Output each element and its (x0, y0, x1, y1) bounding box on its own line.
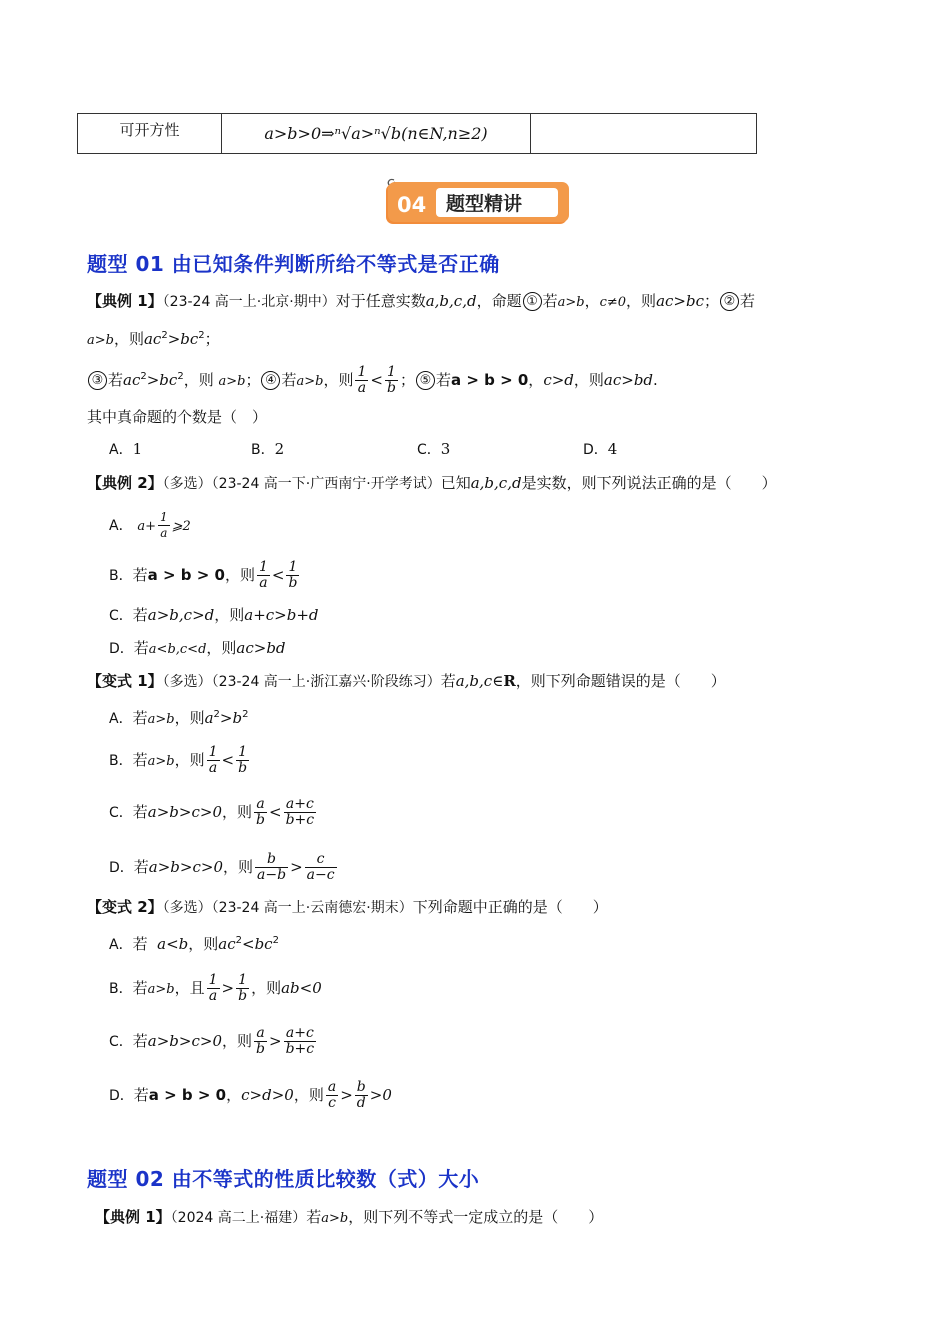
math: > (290, 858, 303, 876)
math: ∈ (492, 672, 504, 690)
example-source: （23-24 高一下·广西南宁·开学考试） (211, 476, 441, 492)
math: a>b (87, 333, 114, 348)
stem-text: ； (703, 292, 719, 310)
stem-text: 若 (132, 935, 153, 953)
example-source: （23-24 高一上·北京·期中） (162, 294, 336, 310)
circled-number: ① (523, 292, 542, 311)
frac-den: a−c (306, 867, 335, 883)
option-value: 2 (274, 440, 285, 458)
stem-text: 已知 (440, 474, 471, 492)
variant2-option-c[interactable] (109, 1026, 318, 1057)
math: < (271, 566, 285, 584)
frac-num: 1 (208, 744, 218, 760)
math: a (204, 709, 214, 727)
stem-text: 若 (132, 709, 148, 727)
math-vars: a,b,c,d (470, 474, 522, 492)
section-banner (384, 178, 569, 226)
variant1-option-d[interactable] (109, 852, 339, 883)
stem-text: 若 (132, 803, 148, 821)
stem-text: 若 (132, 979, 148, 997)
frac-num: 1 (385, 365, 398, 381)
variant2-option-a[interactable] (109, 930, 279, 956)
math: c>d>0 (241, 1086, 294, 1104)
frac-num: 1 (236, 973, 249, 989)
stem-text: ，则 (214, 606, 245, 624)
stem-text: 若 (132, 1032, 148, 1050)
example1-stem-line1 (87, 290, 755, 314)
stem-text: ，则 (251, 979, 282, 997)
option-label: C． (109, 608, 133, 624)
math: a<b,c<d (148, 642, 207, 657)
frac-num: b (356, 1079, 366, 1095)
stem-text: ， (528, 371, 544, 389)
math: a>b>c>0 (148, 858, 223, 876)
math-sup: 2 (242, 709, 249, 720)
math: ⩾2 (171, 519, 191, 534)
variant1-option-b[interactable] (109, 745, 251, 776)
frac-num: 1 (357, 364, 367, 380)
table-empty-cell (531, 114, 756, 153)
circled-number: ④ (261, 371, 280, 390)
option-label: A． (109, 937, 133, 953)
stem-text: ，则 (113, 330, 144, 348)
multi-select-tag: （多选） (162, 900, 212, 916)
stem-text: ； (204, 330, 220, 348)
example-source: （2024 高二上·福建） (170, 1210, 307, 1226)
option-label: B． (109, 568, 133, 584)
math: < (221, 751, 235, 769)
stem-text: 若 (740, 292, 756, 310)
math-vars: a,b,c,d (425, 292, 477, 310)
fraction (207, 745, 220, 776)
math: ac (143, 330, 162, 348)
fraction (254, 797, 267, 828)
option-label: D． (583, 442, 608, 458)
frac-num: a+c (284, 797, 317, 813)
frac-den: a (160, 526, 168, 540)
example1-stem-line2 (87, 325, 220, 352)
math: a > b > 0 (148, 1086, 227, 1104)
stem-text: 若 (133, 858, 149, 876)
example-tag: 【变式 1】 (87, 672, 163, 690)
math: > (221, 979, 235, 997)
option-label: A． (109, 518, 133, 534)
math: a > b > 0 (147, 566, 225, 584)
math: <bc (242, 935, 273, 953)
math-sup: 2 (198, 330, 205, 341)
option-a[interactable] (109, 438, 251, 461)
stem-text: ，则 (293, 1086, 324, 1104)
stem-text: ，则 (188, 935, 219, 953)
option-label: D． (109, 641, 134, 657)
section-heading-02: 题型 02 由不等式的性质比较数（式）大小 (87, 1167, 480, 1191)
fraction (254, 1026, 267, 1057)
stem-text: 对于任意实数 (335, 292, 426, 310)
stem-text: ，则 (174, 709, 205, 727)
option-label: C． (109, 1034, 133, 1050)
stem-text: 若 (132, 606, 148, 624)
example-tag: 【典例 2】 (87, 474, 163, 492)
stem-text: ， (584, 292, 600, 310)
stem-text: ， (226, 1086, 242, 1104)
fraction (385, 365, 398, 396)
math: a>b (147, 754, 175, 769)
math: a<b (157, 935, 189, 953)
stem-text: ，则 (206, 639, 237, 657)
math: a+ (137, 519, 157, 534)
stem-text: 下列命题中正确的是（ ） (412, 898, 608, 916)
math-sup: 2 (161, 330, 168, 341)
table-label: 可开方性 (119, 121, 180, 139)
multi-select-tag: （多选） (162, 674, 212, 690)
variant2-stem (87, 896, 608, 919)
stem-text: ，命题 (476, 292, 522, 310)
table-label-cell (78, 114, 222, 153)
frac-den: d (356, 1095, 366, 1111)
example2-stem (87, 472, 777, 495)
stem-text: 若 (133, 1086, 149, 1104)
example-source: （23-24 高一上·云南德宏·期末） (211, 900, 413, 916)
stem-text: 若 (440, 672, 456, 690)
example1-stem-line3: ③ 若$ac^2>bc^2$，则 a>b； ④ 若a>b，则 $\frac{1}{a}$ < $\frac{1}{b}$ ； ⑤ 若a > b > 0，c>d，则ac>bd. (87, 365, 658, 396)
example-tag: 【典例 1】 (87, 292, 163, 310)
variant1-stem (87, 670, 726, 693)
stem-text: 若 (435, 371, 451, 389)
fraction (236, 973, 249, 1004)
stem-text: 若 (306, 1208, 322, 1226)
math-sup: 2 (235, 935, 242, 946)
math: >0 (369, 1086, 392, 1104)
frac-den: b (256, 812, 265, 828)
frac-num: b (255, 852, 288, 868)
variant1-option-a[interactable] (109, 704, 248, 731)
example2-option-b[interactable] (109, 560, 301, 591)
example1-question: 其中真命题的个数是（ ） (87, 408, 268, 426)
math: ac>bd (236, 639, 286, 657)
math: ac>bc (656, 292, 704, 310)
frac-num: a (254, 1026, 267, 1042)
math: a>b (147, 982, 175, 997)
math: >bc (167, 330, 199, 348)
math: a>b (296, 374, 324, 389)
example3-stem (95, 1206, 603, 1230)
frac-num: 1 (236, 745, 249, 761)
frac-num: 1 (258, 559, 268, 575)
option-label: C． (109, 805, 133, 821)
stem-text: 若 (132, 751, 148, 769)
fraction (326, 1080, 338, 1111)
stem-text: ； (245, 371, 261, 389)
frac-num: 1 (160, 510, 168, 524)
math: c>d (543, 371, 574, 389)
example2-option-d[interactable] (109, 637, 286, 661)
property-table (77, 113, 757, 154)
stem-text: ，则下列不等式一定成立的是（ ） (348, 1208, 604, 1226)
math: a>b (147, 712, 175, 727)
variant1-option-c[interactable] (109, 797, 318, 828)
math: a > b > 0 (450, 371, 529, 389)
multi-select-tag: （多选） (162, 476, 212, 492)
frac-den: b (256, 1041, 265, 1057)
stem-text: ，则 (224, 566, 255, 584)
option-b[interactable] (251, 438, 417, 461)
variant2-option-b[interactable] (109, 973, 322, 1004)
math-sup: 2 (213, 709, 220, 720)
option-label: D． (109, 860, 134, 876)
frac-den: b+c (285, 1041, 315, 1057)
frac-den: a (208, 760, 218, 776)
frac-den: a (208, 988, 218, 1004)
frac-den: b (386, 380, 396, 396)
stem-text: ，则 (573, 371, 604, 389)
stem-text: 若 (133, 639, 149, 657)
frac-num: c (305, 852, 337, 868)
option-label: B． (109, 981, 133, 997)
variant2-option-d[interactable] (109, 1080, 392, 1111)
fraction (286, 560, 299, 591)
stem-text: ，则 (174, 751, 205, 769)
math: a>b (321, 1211, 349, 1226)
math-sup: 2 (140, 371, 147, 382)
stem-text: ，则 (222, 803, 253, 821)
stem-text: ； (399, 371, 415, 389)
math: ab<0 (281, 979, 322, 997)
stem-text: . (653, 371, 658, 389)
section-heading-01: 题型 01 由已知条件判断所给不等式是否正确 (87, 252, 500, 276)
option-label: C． (417, 442, 441, 458)
math: < (268, 803, 282, 821)
example1-options (109, 438, 617, 461)
frac-den: a (357, 380, 367, 396)
math: a>b>c>0 (147, 1032, 222, 1050)
math: ac (218, 935, 236, 953)
stem-text: 是实数，则下列说法正确的是（ ） (521, 474, 777, 492)
frac-num: 1 (286, 560, 299, 576)
option-value: 4 (607, 440, 618, 458)
frac-den: b+c (285, 812, 315, 828)
fraction (236, 745, 249, 776)
option-label: A． (109, 442, 133, 458)
math: ac>bd (603, 371, 654, 389)
fraction (158, 510, 170, 541)
frac-den: a (259, 575, 268, 591)
frac-den: c (328, 1095, 336, 1111)
math-sup: 2 (272, 935, 279, 946)
math: >b (219, 709, 243, 727)
math-set: R (503, 672, 516, 690)
fraction (257, 560, 270, 591)
option-c[interactable] (417, 438, 583, 461)
banner-number: 04 (397, 193, 427, 217)
option-d[interactable] (583, 440, 617, 458)
stem-text: ，则 (183, 371, 214, 389)
frac-den: b (238, 760, 248, 776)
option-label: B． (251, 442, 275, 458)
frac-num: a (254, 797, 267, 813)
stem-text: ，则 (222, 1032, 253, 1050)
math-vars: a,b,c (455, 672, 493, 690)
example-source: （23-24 高一上·浙江嘉兴·阶段练习） (211, 674, 441, 690)
frac-num: 1 (208, 972, 218, 988)
stem-text: 若 (281, 371, 297, 389)
stem-text: ，则 (323, 371, 354, 389)
math: a+c>b+d (244, 606, 319, 624)
circled-number: ③ (88, 371, 107, 390)
option-label: D． (109, 1088, 134, 1104)
fraction (305, 852, 337, 883)
fraction (284, 797, 317, 828)
circled-number: ⑤ (416, 371, 435, 390)
fraction (207, 973, 220, 1004)
example-tag: 【典例 1】 (95, 1208, 171, 1226)
stem-text: ，则下列命题错误的是（ ） (515, 672, 726, 690)
math: a>b (557, 295, 585, 310)
math: > (340, 1086, 353, 1104)
option-value: 1 (132, 440, 143, 458)
math: a>b,c>d (147, 606, 215, 624)
stem-text: 若 (108, 371, 124, 389)
table-formula-cell (222, 114, 531, 153)
option-label: B． (109, 753, 133, 769)
option-value: 3 (440, 440, 451, 458)
circled-number: ② (720, 292, 739, 311)
example2-option-a[interactable] (109, 510, 191, 541)
math: ac (123, 371, 141, 389)
stem-text: ，则 (223, 858, 254, 876)
stem-text: 若 (132, 566, 148, 584)
math: a>b (218, 374, 246, 389)
fraction (355, 365, 368, 396)
table-formula: a>b>0⇒ⁿ√a>ⁿ√b(n∈N,n≥2) (264, 124, 488, 143)
example-tag: 【变式 2】 (87, 898, 163, 916)
frac-den: b (238, 988, 248, 1004)
frac-den: a−b (257, 867, 287, 883)
math: > (268, 1032, 282, 1050)
frac-num: a (327, 1079, 337, 1095)
fraction (284, 1026, 317, 1057)
stem-text: ，则 (626, 292, 657, 310)
stem-text: ，且 (174, 979, 205, 997)
frac-den: b (288, 575, 298, 591)
example2-option-c[interactable] (109, 604, 319, 627)
fraction (255, 852, 288, 883)
math: c≠0 (599, 295, 627, 310)
stem-text: 若 (542, 292, 558, 310)
math: >bc (146, 371, 178, 389)
math: a>b>c>0 (147, 803, 222, 821)
banner-title: 题型精讲 (446, 193, 523, 215)
math-sup: 2 (177, 371, 184, 382)
fraction (355, 1080, 368, 1111)
frac-num: a+c (284, 1026, 317, 1042)
option-label: A． (109, 711, 133, 727)
